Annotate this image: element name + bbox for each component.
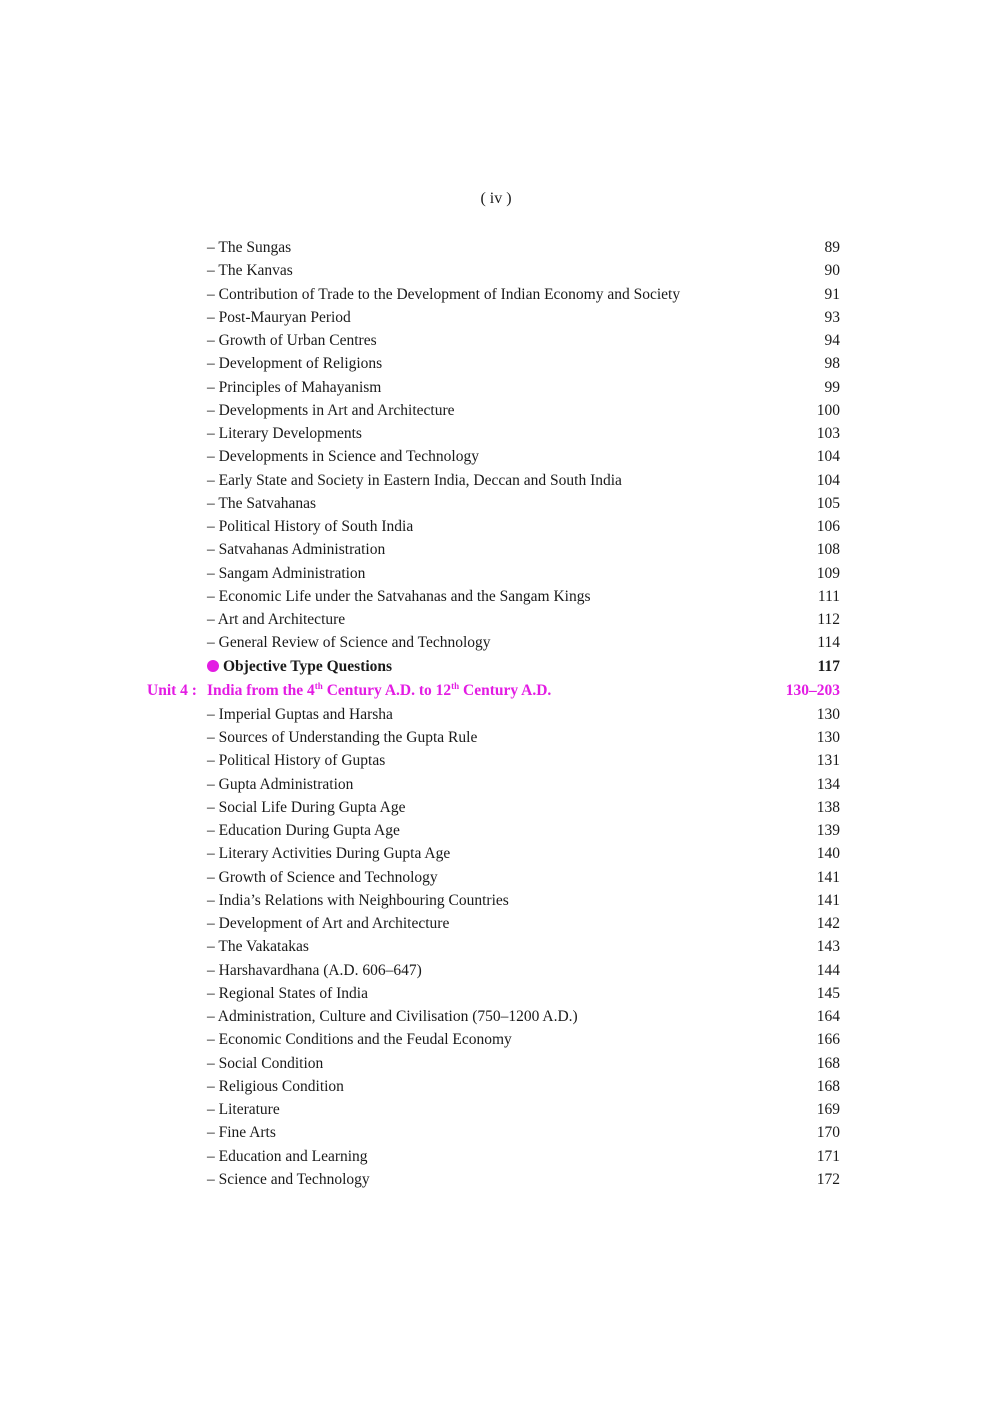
toc-entry-page: 90 bbox=[824, 262, 840, 280]
toc-entry-label: – Fine Arts bbox=[207, 1124, 276, 1142]
toc-entry[interactable] bbox=[0, 1121, 992, 1144]
toc-entry[interactable] bbox=[0, 889, 992, 912]
toc-entry[interactable] bbox=[0, 306, 992, 329]
toc-entry[interactable] bbox=[0, 469, 992, 492]
toc-entry[interactable] bbox=[0, 1098, 992, 1121]
toc-entry[interactable] bbox=[0, 912, 992, 935]
toc-entry-page: 131 bbox=[816, 752, 840, 770]
toc-entry-page: 104 bbox=[816, 448, 840, 466]
toc-entry-label: – India’s Relations with Neighbouring Countries bbox=[207, 891, 509, 909]
toc-entry[interactable] bbox=[0, 842, 992, 865]
toc-entry-label: – Harshavardhana (A.D. 606–647) bbox=[207, 961, 422, 979]
toc-entry-label: Objective Type Questions bbox=[207, 655, 392, 678]
toc-entry[interactable] bbox=[0, 352, 992, 375]
toc-entry-label: – Literary Activities During Gupta Age bbox=[207, 845, 451, 863]
toc-entry-page: 93 bbox=[824, 308, 840, 326]
toc-entry-page: 169 bbox=[816, 1101, 840, 1118]
toc-entry-page: 142 bbox=[816, 915, 840, 932]
toc-entry[interactable] bbox=[0, 796, 992, 819]
toc-entry-page: 112 bbox=[817, 611, 840, 628]
toc-entry-label: – Developments in Science and Technology bbox=[207, 448, 479, 466]
table-of-contents bbox=[0, 236, 992, 1191]
toc-entry-page: 170 bbox=[816, 1124, 840, 1142]
toc-entry-page: 172 bbox=[816, 1170, 840, 1188]
toc-entry-label: – Development of Art and Architecture bbox=[207, 915, 450, 932]
toc-section-unit-3-items bbox=[0, 236, 992, 655]
toc-entry-label: – Education and Learning bbox=[207, 1147, 368, 1165]
toc-entry-page: 100 bbox=[816, 401, 840, 419]
toc-entry-page: 139 bbox=[816, 822, 840, 839]
toc-entry-page: 134 bbox=[816, 775, 840, 793]
toc-entry[interactable] bbox=[0, 538, 992, 561]
toc-entry-label: – Growth of Urban Centres bbox=[207, 332, 377, 349]
unit-pages: 130–203 bbox=[785, 681, 840, 699]
toc-entry-page: 109 bbox=[816, 564, 840, 582]
unit-number: Unit 4 : bbox=[147, 681, 197, 699]
toc-entry-page: 117 bbox=[817, 657, 840, 675]
toc-entry-page: 89 bbox=[824, 239, 840, 256]
toc-entry[interactable] bbox=[0, 935, 992, 958]
toc-entry-page: 130 bbox=[816, 705, 840, 723]
toc-section-unit-4-items bbox=[0, 703, 992, 1191]
toc-entry[interactable] bbox=[0, 585, 992, 608]
toc-entry[interactable] bbox=[0, 703, 992, 726]
toc-entry[interactable] bbox=[0, 819, 992, 842]
toc-entry-label: – The Satvahanas bbox=[207, 494, 317, 512]
toc-entry[interactable] bbox=[0, 608, 992, 631]
toc-entry[interactable] bbox=[0, 749, 992, 772]
toc-entry[interactable] bbox=[0, 329, 992, 352]
toc-entry[interactable] bbox=[0, 1145, 992, 1168]
toc-entry-label: – Education During Gupta Age bbox=[207, 822, 400, 839]
toc-entry-label: – Principles of Mahayanism bbox=[207, 378, 382, 396]
toc-entry-page: 114 bbox=[817, 634, 840, 652]
toc-entry[interactable] bbox=[0, 959, 992, 982]
toc-entry-page: 111 bbox=[817, 587, 840, 605]
toc-entry-label: – Gupta Administration bbox=[207, 775, 354, 793]
toc-entry-label: – General Review of Science and Technology bbox=[207, 634, 491, 652]
toc-entry-label: – Economic Life under the Satvahanas and the Sangam Kings bbox=[207, 587, 591, 605]
toc-entry-page: 144 bbox=[816, 961, 840, 979]
toc-entry-page: 141 bbox=[816, 891, 840, 909]
toc-entry-page: 105 bbox=[816, 494, 840, 512]
toc-entry[interactable] bbox=[0, 1005, 992, 1028]
toc-entry[interactable] bbox=[0, 259, 992, 282]
toc-entry-label: – Art and Architecture bbox=[207, 611, 346, 628]
toc-entry-page: 103 bbox=[816, 425, 840, 442]
toc-entry[interactable] bbox=[0, 236, 992, 259]
bullet-icon bbox=[207, 660, 219, 672]
toc-entry-label: – Administration, Culture and Civilisation (750–1200 A.D.) bbox=[207, 1008, 578, 1025]
toc-entry-label: – Sources of Understanding the Gupta Rule bbox=[207, 729, 478, 746]
toc-entry-page: 108 bbox=[816, 541, 840, 559]
toc-entry-label: – Literary Developments bbox=[207, 425, 362, 442]
toc-entry-label: – Post-Mauryan Period bbox=[207, 308, 351, 326]
toc-entry-label: – Science and Technology bbox=[207, 1170, 370, 1188]
toc-entry-label: – Satvahanas Administration bbox=[207, 541, 386, 559]
toc-entry-label: – Religious Condition bbox=[207, 1077, 344, 1095]
toc-unit-heading[interactable] bbox=[0, 678, 992, 703]
toc-entry[interactable] bbox=[0, 492, 992, 515]
toc-entry-label: – Imperial Guptas and Harsha bbox=[207, 705, 393, 723]
toc-entry-page: 99 bbox=[824, 378, 840, 396]
toc-entry-page: 166 bbox=[816, 1031, 840, 1049]
toc-entry-page: 98 bbox=[824, 355, 840, 373]
toc-entry-page: 140 bbox=[816, 845, 840, 863]
toc-entry[interactable] bbox=[0, 562, 992, 585]
toc-entry-page: 138 bbox=[816, 798, 840, 816]
toc-entry-label: – Contribution of Trade to the Development of Indian Economy and Society bbox=[207, 285, 681, 303]
toc-entry-label: – Social Condition bbox=[207, 1054, 324, 1072]
toc-entry[interactable] bbox=[0, 631, 992, 654]
toc-entry-label: – Political History of Guptas bbox=[207, 752, 386, 770]
toc-entry-label: – Development of Religions bbox=[207, 355, 383, 373]
toc-entry-page: 168 bbox=[816, 1054, 840, 1072]
toc-entry-label: – Developments in Art and Architecture bbox=[207, 401, 455, 419]
toc-entry-page: 145 bbox=[816, 984, 840, 1002]
toc-entry[interactable] bbox=[0, 445, 992, 468]
toc-objective-questions[interactable] bbox=[0, 655, 992, 678]
unit-title: India from the 4th Century A.D. to 12th Century A.D. bbox=[207, 680, 552, 699]
toc-entry-page: 171 bbox=[816, 1147, 840, 1165]
toc-entry-label: – Economic Conditions and the Feudal Economy bbox=[207, 1031, 512, 1049]
toc-entry[interactable] bbox=[0, 866, 992, 889]
toc-entry-label: – The Kanvas bbox=[207, 262, 293, 280]
toc-entry-label: – Social Life During Gupta Age bbox=[207, 798, 406, 816]
toc-entry-page: 104 bbox=[816, 471, 840, 489]
toc-entry[interactable] bbox=[0, 1168, 992, 1191]
toc-entry[interactable] bbox=[0, 1052, 992, 1075]
page-number: ( iv ) bbox=[480, 190, 512, 207]
toc-entry-page: 91 bbox=[824, 285, 840, 303]
toc-entry-label: – Sangam Administration bbox=[207, 564, 366, 582]
toc-entry[interactable] bbox=[0, 1028, 992, 1051]
toc-entry-page: 143 bbox=[816, 938, 840, 956]
toc-entry[interactable] bbox=[0, 726, 992, 749]
toc-entry-page: 168 bbox=[816, 1077, 840, 1095]
toc-entry[interactable] bbox=[0, 422, 992, 445]
toc-entry[interactable] bbox=[0, 399, 992, 422]
toc-entry-label: – Growth of Science and Technology bbox=[207, 868, 438, 886]
toc-entry-page: 130 bbox=[816, 729, 840, 746]
toc-entry[interactable] bbox=[0, 515, 992, 538]
toc-entry[interactable] bbox=[0, 773, 992, 796]
toc-entry-label: – The Vakatakas bbox=[207, 938, 309, 956]
toc-entry-page: 164 bbox=[816, 1008, 840, 1025]
toc-entry[interactable] bbox=[0, 982, 992, 1005]
toc-entry-label: – Early State and Society in Eastern India, Deccan and South India bbox=[207, 471, 622, 489]
toc-entry-label: – Literature bbox=[207, 1101, 280, 1118]
toc-entry-page: 106 bbox=[816, 518, 840, 535]
toc-entry[interactable] bbox=[0, 1075, 992, 1098]
toc-entry-label: – Political History of South India bbox=[207, 518, 414, 535]
toc-entry-page: 94 bbox=[824, 332, 840, 349]
toc-entry-label: – The Sungas bbox=[207, 239, 292, 256]
toc-entry-label: – Regional States of India bbox=[207, 984, 368, 1002]
toc-entry-page: 141 bbox=[816, 868, 840, 886]
toc-entry[interactable] bbox=[0, 376, 992, 399]
toc-entry[interactable] bbox=[0, 283, 992, 306]
